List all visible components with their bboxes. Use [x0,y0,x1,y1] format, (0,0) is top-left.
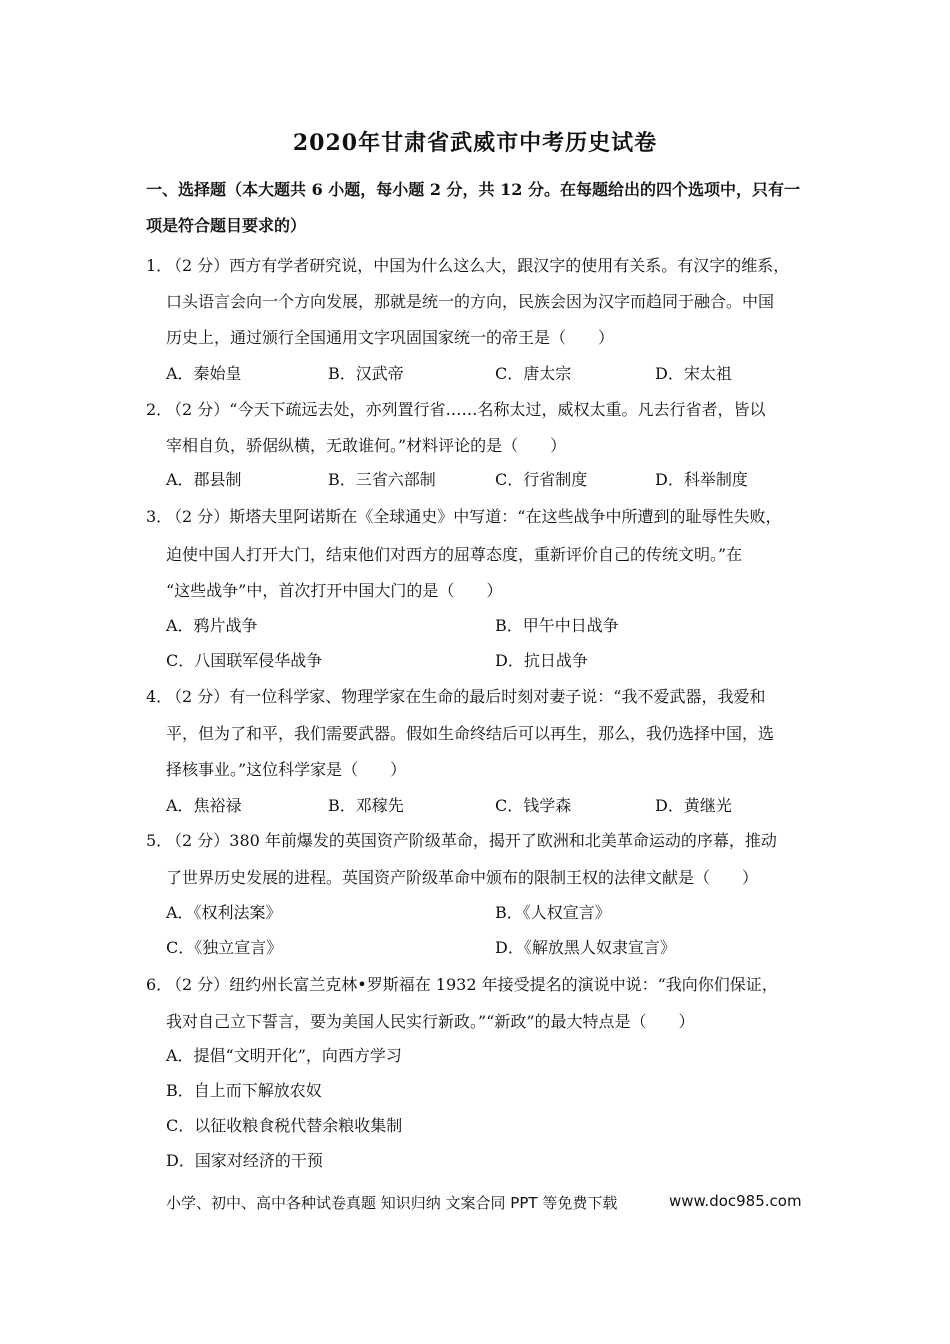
question-stem-line: （2 分）有一位科学家、物理学家在生命的最后时刻对妻子说：“我不爱武器，我爱和 [166,687,766,706]
option-c[interactable]: C．《独立宣言》 [166,938,283,957]
option-a[interactable]: A．秦始皇 [166,364,242,383]
option-d[interactable]: D．黄继光 [655,796,732,815]
option-a[interactable]: A．提倡“文明开化”，向西方学习 [166,1046,402,1065]
question-stem-line: “这些战争”中，首次打开中国大门的是（ ） [166,581,503,600]
question-stem-line: （2 分）西方有学者研究说，中国为什么这么大，跟汉字的使用有关系。有汉字的维系， [166,256,790,275]
option-c[interactable]: C．八国联军侵华战争 [166,651,323,670]
question-stem-line: （2 分）斯塔夫里阿诺斯在《全球通史》中写道：“在这些战争中所遭到的耻辱性失败， [166,507,782,526]
option-c[interactable]: C．钱学森 [495,796,572,815]
option-d[interactable]: D．国家对经济的干预 [166,1151,323,1170]
section-heading-line-1: 一、选择题（本大题共 6 小题，每小题 2 分，共 12 分。在每题给出的四个选项中，只有一 [146,180,800,199]
question-stem-line: 择核事业。”这位科学家是（ ） [166,760,407,779]
option-b[interactable]: B．甲午中日战争 [495,616,619,635]
question-stem-line: 历史上，通过颁行全国通用文字巩固国家统一的帝王是（ ） [166,328,615,347]
question-stem-line: 平，但为了和平，我们需要武器。假如生命终结后可以再生，那么，我仍选择中国，选 [166,724,775,743]
option-b[interactable]: B．《人权宣言》 [495,903,611,922]
question-number: 6． [146,975,173,994]
question-stem-line: 口头语言会向一个方向发展，那就是统一的方向，民族会因为汉字而趋同于融合。中国 [166,292,775,311]
option-a[interactable]: A．焦裕禄 [166,796,242,815]
option-b[interactable]: B．邓稼先 [328,796,404,815]
option-d[interactable]: D．抗日战争 [495,651,588,670]
footer-site-link[interactable]: www.doc985.com [669,1192,802,1210]
footer [166,1192,802,1213]
question-number: 3． [146,507,173,526]
question-number: 4． [146,687,173,706]
option-d[interactable]: D．宋太祖 [655,364,732,383]
question-stem-line: 我对自己立下誓言，要为美国人民实行新政。”“新政”的最大特点是（ ） [166,1012,695,1031]
option-a[interactable]: A．郡县制 [166,470,242,489]
question-stem-line: 宰相自负，骄倨纵横，无敢谁何。”材料评论的是（ ） [166,436,567,455]
question-stem-line: （2 分）380 年前爆发的英国资产阶级革命，揭开了欧洲和北美革命运动的序幕，推动 [166,831,777,850]
option-d[interactable]: D．《解放黑人奴隶宣言》 [495,938,676,957]
option-a[interactable]: A．鸦片战争 [166,616,258,635]
question-number: 1． [146,256,173,275]
question-stem-line: 了世界历史发展的进程。英国资产阶级革命中颁布的限制王权的法律文献是（ ） [166,868,759,887]
option-c[interactable]: C．唐太宗 [495,364,572,383]
question-stem-line: （2 分）“今天下疏远去处，亦列置行省……名称太过，威权太重。凡去行省者，皆以 [166,400,766,419]
option-c[interactable]: C．以征收粮食税代替余粮收集制 [166,1116,403,1135]
option-b[interactable]: B．自上而下解放农奴 [166,1081,322,1100]
option-a[interactable]: A．《权利法案》 [166,903,282,922]
option-b[interactable]: B．三省六部制 [328,470,436,489]
footer-text: 小学、初中、高中各种试卷真题 知识归纳 文案合同 PPT 等免费下载 [166,1194,618,1212]
page-title: 2020年甘肃省武威市中考历史试卷 [292,130,658,156]
question-stem-line: 迫使中国人打开大门，结束他们对西方的屈尊态度，重新评价自己的传统文明。”在 [166,545,743,564]
section-heading [146,172,816,244]
option-d[interactable]: D．科举制度 [655,470,748,489]
option-c[interactable]: C．行省制度 [495,470,588,489]
question-number: 5． [146,831,173,850]
option-b[interactable]: B．汉武帝 [328,364,404,383]
question-stem-line: （2 分）纽约州长富兰克林•罗斯福在 1932 年接受提名的演说中说：“我向你们保证， [166,975,778,994]
section-heading-line-2: 项是符合题目要求的） [146,216,307,235]
question-number: 2． [146,400,173,419]
